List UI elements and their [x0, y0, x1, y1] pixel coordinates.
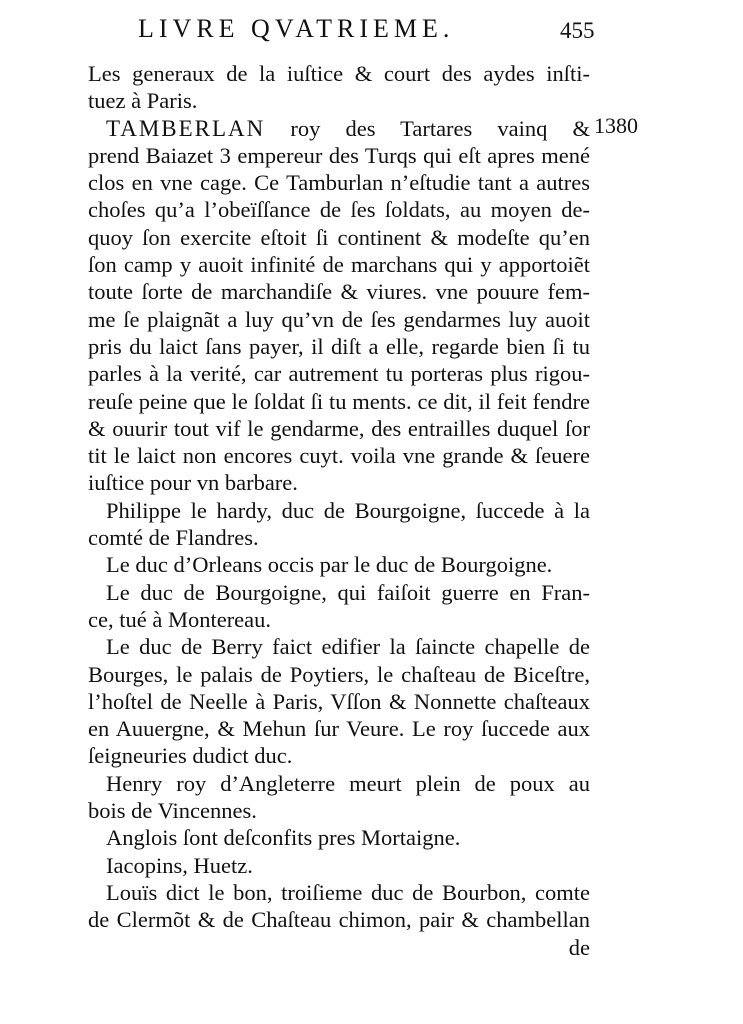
body-text — [88, 60, 590, 961]
text-line: bois de Vincennes. — [88, 798, 257, 824]
running-head: LIVRE QVATRIEME. — [138, 14, 455, 43]
text-line: Iacopins, Huetz. — [106, 852, 253, 878]
text-line: toute ſorte de marchandiſe & viures. vne pouure fem- — [88, 279, 590, 305]
text-line: Philippe le hardy, duc de Bourgoigne, ſuccede à la — [106, 497, 590, 523]
text-line: me ſe plaignãt a luy qu’vn de ſes gendarmes luy auoit — [88, 306, 590, 332]
text-line: iuſtice pour vn barbare. — [88, 470, 298, 496]
text-line: quoy ſon exercite eſtoit ſi continent & modeſte qu’en — [88, 224, 590, 250]
page-number: 455 — [560, 18, 595, 43]
text-span: roy des Tartares vainq & — [265, 115, 590, 141]
text-line: tuez à Paris. — [88, 88, 198, 114]
text-line: & ouurir tout vif le gendarme, des entrailles duquel ſor — [88, 415, 590, 441]
text-line: ſeigneuries dudict duc. — [88, 743, 293, 769]
text-line: parles à la verité, car autrement tu porteras plus rigou- — [88, 361, 590, 387]
text-line: pris du laict ſans payer, il diſt a elle, regarde bien ſi tu — [88, 333, 590, 359]
text-line: en Auuergne, & Mehun ſur Veure. Le roy ſuccede aux — [88, 716, 590, 742]
text-line: tit le laict non encores cuyt. voila vne grande & ſeuere — [88, 443, 590, 469]
name-smallcaps: TAMBERLAN — [106, 115, 266, 141]
text-line: Les generaux de la iuſtice & court des aydes inſti- — [88, 61, 590, 86]
text-line: clos en vne cage. Ce Tamburlan n’eſtudie tant a autres — [88, 170, 590, 196]
text-line: prend Baiazet 3 empereur des Turqs qui eſt apres mené — [88, 142, 590, 168]
text-line: comté de Flandres. — [88, 525, 259, 551]
text-line: Bourges, le palais de Poytiers, le chaſteau de Biceſtre, — [88, 661, 590, 687]
text-line: reuſe peine que le ſoldat ſi tu ments. ce dit, il feit fendre — [88, 388, 590, 414]
text-line: Anglois ſont deſconfits pres Mortaigne. — [106, 825, 461, 851]
margin-year-note: 1380 — [594, 113, 638, 138]
text-line: Le duc de Bourgoigne, qui faiſoit guerre en Fran- — [106, 579, 590, 605]
text-line: ſon camp y auoit infinité de marchans qui y apportoiẽt — [88, 252, 590, 278]
text-line: ce, tué à Montereau. — [88, 606, 272, 632]
text-line: Le duc de Berry faict edifier la ſaincte chapelle de — [106, 634, 590, 660]
text-line: Henry roy d’Angleterre meurt plein de poux au — [106, 770, 590, 796]
text-line — [88, 115, 590, 142]
text-line: choſes qu’a l’obeïſſance de ſes ſoldats, au moyen de- — [88, 197, 590, 223]
catchword: de — [568, 934, 590, 960]
text-line: Louïs dict le bon, troiſieme duc de Bourbon, comte — [106, 879, 590, 905]
text-line: Le duc d’Orleans occis par le duc de Bourgoigne. — [106, 552, 553, 578]
text-line: l’hoſtel de Neelle à Paris, Vſſon & Nonnette chaſteaux — [88, 688, 590, 714]
text-line: de Clermõt & de Chaſteau chimon, pair & chambellan — [88, 907, 590, 933]
